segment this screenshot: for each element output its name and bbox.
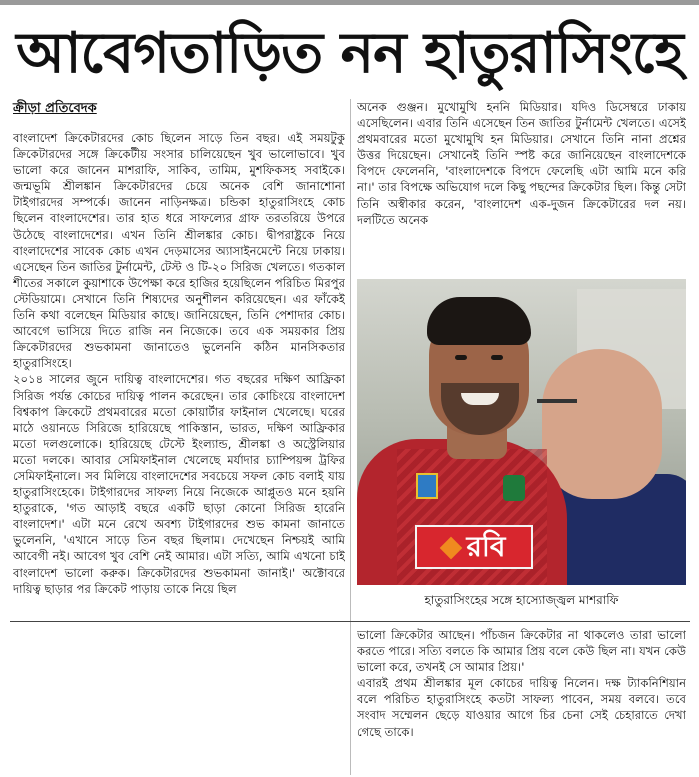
- coach-glasses: [537, 399, 577, 403]
- paragraph: অনেক গুঞ্জন। মুখোমুখি হননি মিডিয়ার। যদিও ডিসেম্বরে ঢাকায় এসেছিলেন। এবার তিনি এসেছেন তিন জাতির টুর্নামেন্ট খেলতে। এসেই প্রথমবারের মতো মুখোমুখি হন মিডিয়ার। সেখানে তিনি নানা প্রশ্নের উত্তর দিয়েছেন। সেখানেই তিনি স্পষ্ট করে জানিয়েছেন বাংলাদেশকে বিপদে ফেলেননি, 'বাংলাদেশকে বিপদে ফেলেছি এটা আমি মনে করি না।' তার বিপক্ষে অভিযোগ দলে কিছু পছন্দের ক্রিকেটার ছিল। কিন্তু সেটা তিনি অস্বীকার করেন, 'বাংলাদেশ এক-দুজন ক্রিকেটারের দল নয়। দলটিতে অনেক: [357, 100, 686, 227]
- jersey-sponsor-text: রবি: [466, 530, 506, 563]
- right-column-bottom: [357, 627, 686, 775]
- top-bar: [0, 0, 699, 5]
- paragraph: বাংলাদেশ ক্রিকেটারদের কোচ ছিলেন সাড়ে তিন বছর। এই সময়টুকু ক্রিকেটারদের সঙ্গে ক্রিকেটীয় সংসার চালিয়েছেন খুব ভালোভাবে। খুব ভালো করে জানেন মাশরাফি, সাকিব, তামিম, মুশফিকসহ সবাইকে। জন্মভূমি শ্রীলঙ্কান ক্রিকেটারদের চেয়ে অনেক বেশি জানাশোনা টাইগারদের সম্পর্কে। জানেন নাড়িনক্ষত্র। চন্ডিকা হাতুরাসিংহে কোচ ছিলেন বাংলাদেশের। তার হাত ধরে সাফল্যের গ্রাফ তরতরিয়ে উপরে উঠেছে বাংলাদেশের। এখন তিনি শ্রীলঙ্কার কোচ। দ্বীপরাষ্ট্রকে নিয়ে বাংলাদেশের সাবেক কোচ এখন দেড়মাসের অ্যাসাইনমেন্টে নিয়ে ঢাকায়। এসেছেন তিন জাতির টুর্নামেন্ট, টেস্ট ও টি-২০ সিরিজ খেলতে। গতকাল শীতের সকালে কুয়াশাকে উপেক্ষা করে হাজির হয়েছিলেন পরিচিত মিরপুর স্টেডিয়ামে। সেখানে তিনি শিষ্যদের অনুশীলন করিয়েছেন। এর ফাঁকেই তিনি কথা বলেছেন মিডিয়ার কাছে। জানিয়েছেন, তিনি পেশাদার কোচ। আবেগে ভাসিয়ে দিতে রাজি নন নিজেকে। তবে এক সময়কার প্রিয় ক্রিকেটারদের শুভকামনা জানাতেও ভুলেননি কঠিন মানসিকতার হাতুরাসিংহে।: [13, 131, 345, 371]
- byline: ক্রীড়া প্রতিবেদক: [13, 101, 97, 116]
- paragraph: ভালো ক্রিকেটার আছেন। পাঁচজন ক্রিকেটার না থাকলেও তারা ভালো করতে পারে। সত্যি বলতে কি আমার প্রিয় বলে কেউ ছিল না। যখন কেউ ভালো করে, তখনই সে আমার প্রিয়।': [357, 628, 686, 675]
- headline: আবেগতাড়িত নন হাতুরাসিংহে: [16, 21, 683, 86]
- sponsor-icon: [439, 537, 462, 560]
- jersey-patch: [416, 473, 438, 499]
- player-smile: [461, 393, 499, 405]
- jersey-sponsor-logo: [415, 525, 533, 569]
- player-hair: [427, 297, 531, 345]
- news-photo: [357, 279, 686, 585]
- paragraph: এবারই প্রথম শ্রীলঙ্কার মূল কোচের দায়িত্ব নিলেন। দক্ষ ট্যাকনিশিয়ান বলে পরিচিত হাতুরাসিংহে কতটা সাফল্য পাবেন, সময় বলবে। তবে সংবাদ সম্মেলন ছেড়ে যাওয়ার আগে চির চেনা সেই চেহারাতে দেখা গেছে তাকে।: [357, 676, 686, 739]
- jersey-crest: [503, 475, 525, 501]
- right-column-top: [357, 99, 686, 264]
- paragraph: ২০১৪ সালের জুনে দায়িত্ব বাংলাদেশের। গত বছরের দক্ষিণ আফ্রিকা সিরিজ পর্যন্ত কোচের দায়িত্ব পালন করেছেন। তার কোচিংয়ে বাংলাদেশ বিশ্বকাপ ক্রিকেটে প্রথমবারের মতো কোয়ার্টার ফাইনাল খেলেছে। ঘরের মাঠে ওয়ানডে সিরিজে হারিয়েছে পাকিস্তান, ভারত, দক্ষিণ আফ্রিকার মতো দলগুলোকে। হারিয়েছে টেস্টে ইংল্যান্ড, শ্রীলঙ্কা ও অস্ট্রেলিয়ার মতো দলকে। আবার সেমিফাইনাল খেলেছে মর্যাদার চ্যাম্পিয়ন্স ট্রফির সেমিফাইনালে। সব মিলিয়ে বাংলাদেশের সবচেয়ে সফল কোচ বলাই যায় হাতুরাসিংহেকে। টাইগারদের সাফল্য নিয়ে নিজেকে আপ্লুতও মনে হয়নি হাতুরাকে, 'গত আড়াই বছরে একটি ছাড়া কোনো সিরিজ হারেনি বাংলাদেশ।' এটা মনে রেখে অবশ্য টাইগারদের শুভ কামনা জানাতে ভুলেননি, 'এখানে সাড়ে তিন বছর ছিলাম। দেখেছেন নিশ্চয়ই আমি আবেগী নই। আবেগ খুব বেশি নেই আমার। এটা সত্যি, আমি এখনো চাই বাংলাদেশ ভালো করুক। ক্রিকেটারদের শুভকামনা জানাই।' অক্টোবরে দায়িত্ব ছাড়ার পর ক্রিকেট পাড়ায় তাকে নিয়ে ছিল: [13, 372, 345, 596]
- player-eye: [491, 355, 503, 360]
- coach-head: [542, 349, 662, 499]
- player-eye: [455, 355, 467, 360]
- caption-rule: [10, 621, 690, 622]
- photo-caption: হাতুরাসিংহের সঙ্গে হাস্যোজ্জ্বল মাশরাফি: [424, 593, 619, 607]
- column-divider: [350, 99, 351, 775]
- left-column: [13, 130, 345, 775]
